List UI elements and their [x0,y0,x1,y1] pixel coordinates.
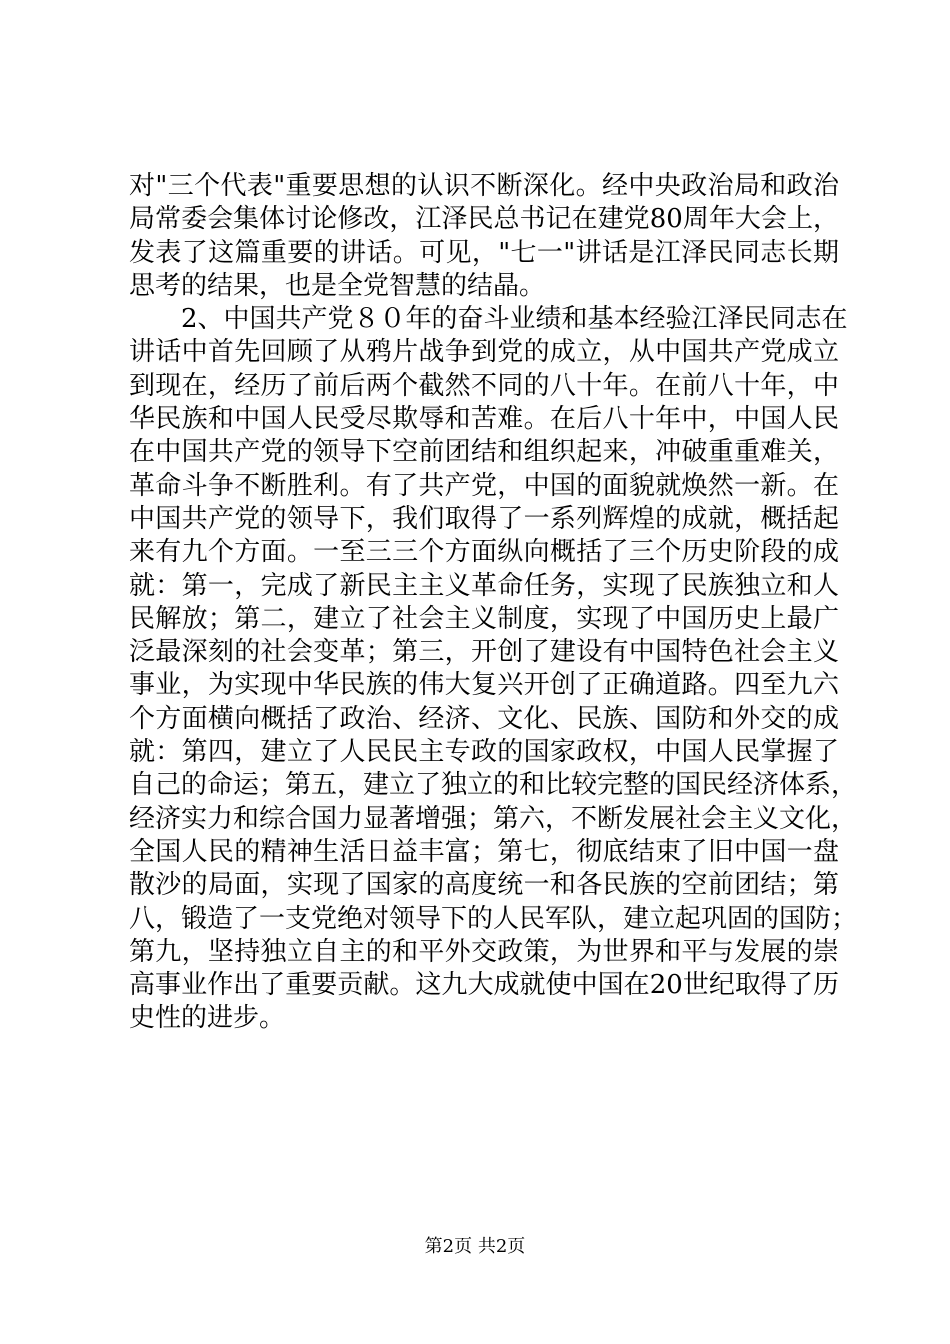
body-text [129,170,858,1036]
text-line: 全国人民的精神生活日益丰富；第七，彻底结束了旧中国一盘 [129,836,839,867]
text-line: 散沙的局面，实现了国家的高度统一和各民族的空前团结；第 [129,870,839,901]
text-line: 2、中国共产党８０年的奋斗业绩和基本经验江泽民同志在 [129,304,848,335]
text-line: 局常委会集体讨论修改，江泽民总书记在建党80周年大会上， [129,204,839,235]
text-line: 个方面横向概括了政治、经济、文化、民族、国防和外交的成 [129,703,839,734]
text-line: 就：第四，建立了人民民主专政的国家政权，中国人民掌握了 [129,737,839,768]
text-line: 就：第一，完成了新民主主义革命任务，实现了民族独立和人 [129,570,839,601]
text-line: 在中国共产党的领导下空前团结和组织起来，冲破重重难关， [129,437,839,468]
text-line: 来有九个方面。一至三三个方面纵向概括了三个历史阶段的成 [129,537,839,568]
text-line: 中国共产党的领导下，我们取得了一系列辉煌的成就，概括起 [129,503,839,534]
text-line: 华民族和中国人民受尽欺辱和苦难。在后八十年中，中国人民 [129,404,839,435]
text-line: 经济实力和综合国力显著增强；第六，不断发展社会主义文化， [129,803,858,834]
text-line: 事业，为实现中华民族的伟大复兴开创了正确道路。四至九六 [129,670,839,701]
text-line: 思考的结果，也是全党智慧的结晶。 [129,270,546,301]
text-line: 泛最深刻的社会变革；第三，开创了建设有中国特色社会主义 [129,637,839,668]
text-line: 八，锻造了一支党绝对领导下的人民军队，建立起巩固的国防； [129,903,858,934]
text-line: 对"三个代表"重要思想的认识不断深化。经中央政治局和政治 [129,171,839,201]
text-line: 自己的命运；第五，建立了独立的和比较完整的国民经济体系， [129,770,858,801]
text-line: 史性的进步。 [129,1003,286,1034]
page-footer: 第2页 共2页 [424,1236,526,1257]
text-line: 讲话中首先回顾了从鸦片战争到党的成立，从中国共产党成立 [129,337,839,368]
text-line: 第九，坚持独立自主的和平外交政策，为世界和平与发展的崇 [129,936,839,967]
text-line: 革命斗争不断胜利。有了共产党，中国的面貌就焕然一新。在 [129,470,839,501]
text-line: 高事业作出了重要贡献。这九大成就使中国在20世纪取得了历 [129,970,839,1001]
text-line: 民解放；第二，建立了社会主义制度，实现了中国历史上最广 [129,603,839,634]
text-line: 到现在，经历了前后两个截然不同的八十年。在前八十年，中 [129,370,839,401]
text-line: 发表了这篇重要的讲话。可见，"七一"讲话是江泽民同志长期 [129,237,839,268]
